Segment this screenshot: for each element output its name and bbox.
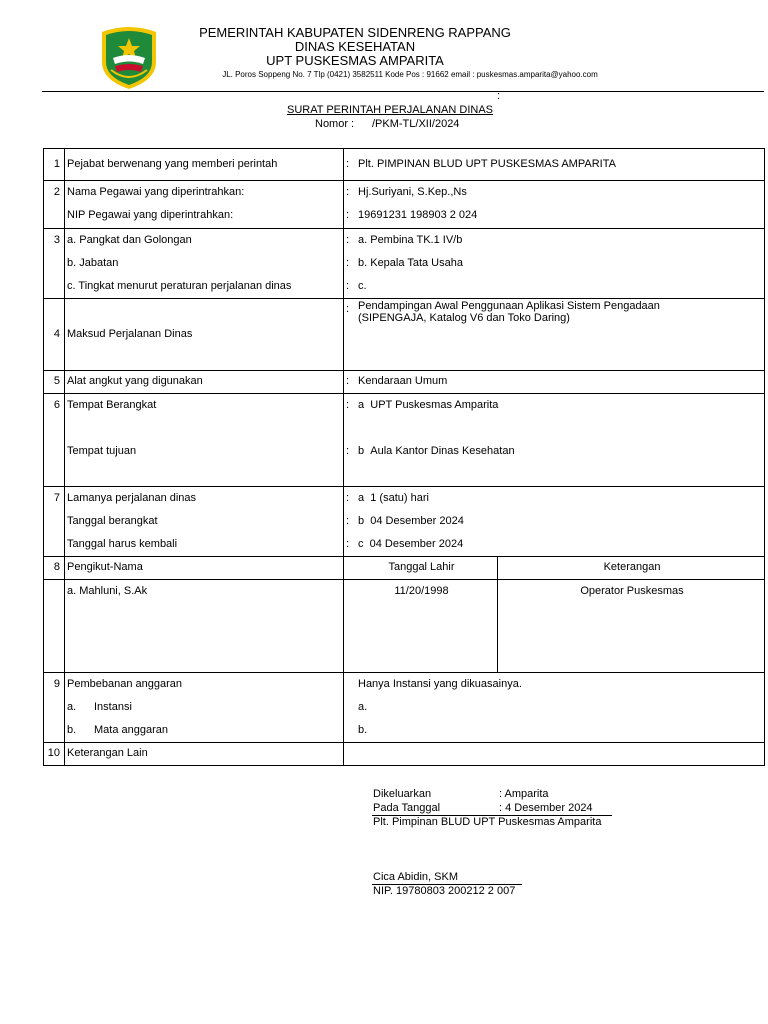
column-header-dob: Tanggal Lahir [344,557,498,580]
nomor-label: Nomor : [315,118,355,130]
header-divider [42,91,764,92]
date-value: : 4 Desember 2024 [499,802,593,814]
signer-position: Plt. Pimpinan BLUD UPT Puskesmas Amparita [373,816,602,828]
table-row [44,371,765,394]
row-label: Tempat Berangkat Tempat tujuan [65,394,344,487]
title-mark: : [497,90,501,102]
table-row [44,580,765,673]
header-unit: UPT PUSKESMAS AMPARITA [266,53,444,68]
header-agency: DINAS KESEHATAN [294,39,416,54]
row-value: : Hj.Suriyani, S.Kep.,Ns : 19691231 198903 2 024 [344,181,765,229]
header-government: PEMERINTAH KABUPATEN SIDENRENG RAPPANG [199,25,511,40]
table-row [44,743,765,766]
row-label: Pengikut-Nama [65,557,344,580]
row-label: Lamanya perjalanan dinas Tanggal berangkat Tanggal harus kembali [65,487,344,557]
header-address: JL. Poros Soppeng No. 7 Tlp (0421) 3582511 Kode Pos : 91662 email : puskesmas.amparita@yahoo.com [222,70,598,79]
row-number: 2 [44,181,65,229]
table-row [44,299,765,371]
table-row [44,487,765,557]
row-value: : Kendaraan Umum [344,371,765,394]
regency-emblem-icon [99,24,159,90]
row-value: : a 1 (satu) hari : b 04 Desember 2024 : c 04 Desember 2024 [344,487,765,557]
row-label: Keterangan Lain [65,743,344,766]
table-row [44,557,765,580]
signer-nip: NIP. 19780803 200212 2 007 [373,885,516,897]
row-number: 8 [44,557,65,580]
travel-order-table [43,148,765,766]
row-number: 6 [44,394,65,487]
row-number: 5 [44,371,65,394]
date-label: Pada Tanggal [373,802,441,814]
row-value: : Pendampingan Awal Penggunaan Aplikasi Sistem Pengadaan (SIPENGAJA, Katalog V6 dan Toko Daring) [344,299,765,371]
row-label: Nama Pegawai yang diperintrahkan: NIP Pegawai yang diperintrahkan: [65,181,344,229]
row-value [344,743,765,766]
nomor-value: /PKM-TL/XII/2024 [372,118,460,130]
issued-label: Dikeluarkan [373,788,432,800]
follower-note: Operator Puskesmas [498,580,765,673]
follower-dob: 11/20/1998 [344,580,498,673]
row-number [44,580,65,673]
row-label: Maksud Perjalanan Dinas [65,299,344,371]
row-label: a. Pangkat dan Golongan b. Jabatan c. Tingkat menurut peraturan perjalanan dinas [65,229,344,299]
row-number: 7 [44,487,65,557]
row-number: 1 [44,149,65,181]
row-value: : a. Pembina TK.1 IV/b : b. Kepala Tata Usaha : c. [344,229,765,299]
table-row [44,229,765,299]
follower-name: a. Mahluni, S.Ak [65,580,344,673]
row-number: 9 [44,673,65,743]
table-row [44,394,765,487]
document-title: SURAT PERINTAH PERJALANAN DINAS [287,104,493,116]
table-row [44,181,765,229]
table-row [44,149,765,181]
row-label: Pembebanan anggaran a. Instansi b. Mata anggaran [65,673,344,743]
signer-name: Cica Abidin, SKM [373,871,458,883]
table-row [44,673,765,743]
row-number: 4 [44,299,65,371]
row-number: 3 [44,229,65,299]
issued-value: : Amparita [499,788,549,800]
row-value: : a UPT Puskesmas Amparita : b Aula Kantor Dinas Kesehatan [344,394,765,487]
row-number: 10 [44,743,65,766]
column-header-note: Keterangan [498,557,765,580]
row-label: Pejabat berwenang yang memberi perintah [65,149,344,181]
row-label: Alat angkut yang digunakan [65,371,344,394]
row-value: Hanya Instansi yang dikuasainya. a. b. [344,673,765,743]
row-value: : Plt. PIMPINAN BLUD UPT PUSKESMAS AMPARITA [344,149,765,181]
